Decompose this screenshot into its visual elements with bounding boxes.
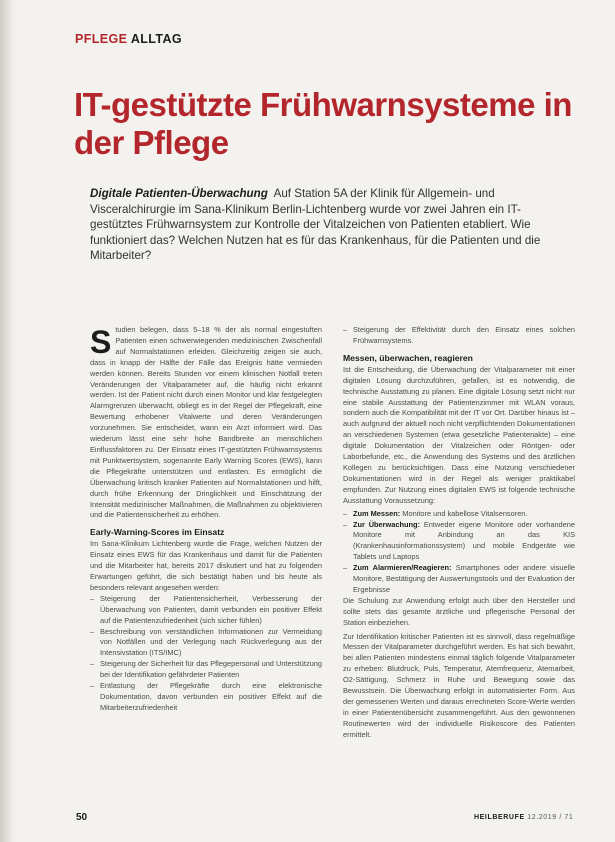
- training-paragraph: Die Schulung zur Anwendung erfolgt auch über den Hersteller und sollte stets das gesamte ärztliche und pflegerische Personal der Station einbeziehen.: [343, 595, 575, 627]
- tech-paragraph: Ist die Entscheidung, die Überwachung der Vitalparameter mit einer digitalen Lösung durchzuführen, gefallen, ist es notwendig, die technische Ausstattung zu planen. Eine digitale Lösung setzt nicht nur eine stabile Ausstattung der Patientenzimmer mit WLAN voraus, sondern auch die Kompatibilität mit der IT vor Ort. Darüber hinaus ist – auch aufgrund der aktuell noch nicht verpflichtenden Dokumentationen an verschiedenen Systemen (etwa gesetzliche Patientenakte) – eine digitale Dokumentation der Vitalzeichen oder Röntgen- oder Laborbefunde, etc., die Anwendung des Systems und des ärztlichen Kollegen zu berücksichtigen. Dass eine Nutzung verschiedener Dokumentationen wird in der Regel als weniger praktikabel empfunden. Zur Nutzung eines digitalen EWS ist folgende technische Ausstattung Voraussetzung:: [343, 364, 575, 505]
- item-label: Zur Überwachung:: [353, 519, 421, 529]
- drop-cap: S: [90, 324, 112, 360]
- list-item: [343, 509, 575, 520]
- list-item: – Entlastung der Pflegekräfte durch eine elektronische Dokumentation, davon verbunden ein positiver Effekt auf die Mitarbeiterzufriedenheit: [90, 681, 322, 714]
- item-text: Entweder eigene Monitore oder vorhandene Monitore mit Anbindung an das KIS (Krankenhausinformationssystem) und mobile Endgeräte wie Tablets und Laptops: [353, 519, 575, 562]
- expectations-list: [90, 594, 322, 714]
- left-column: [90, 325, 322, 714]
- issue-info: 12.2019 / 71: [527, 814, 574, 821]
- item-label: Zum Messen:: [353, 508, 401, 518]
- article-lead: [90, 186, 570, 264]
- identification-paragraph: Zur Identifikation kritischer Patienten ist es sinnvoll, dass regelmäßige Messen der Vitalparameter durchgeführt werden. Es hat sich bewährt, bei allen Patienten mindestens einmal täglich folgende Vitalparameter zu erheben: Blutdruck, Puls, Temperatur, Atemfrequenz, Atemarbeit, O2-Sättigung, Schmerz in Ruhe und Bewegung sowie das Bewusstsein. Die Überwachung erfolgt in automatisierter Form. Aus der gemessenen Werten und daraus errechneten Score-Werte werden in einer Patientenübersicht zusammengeführt. Aus den gewonnenen Routinewerten wird der individuelle Risikoscore des Patienten ermittelt.: [343, 631, 575, 739]
- item-label: Zum Alarmieren/Reagieren:: [353, 563, 452, 573]
- item-text: Smartphones oder andere visuelle Monitore, Bestätigung der Auswertungstools und der Evaluation der Ergebnisse: [353, 563, 575, 594]
- rubric-part-1: PFLEGE: [75, 32, 128, 46]
- magazine-name: HEILBERUFE: [474, 814, 525, 821]
- lead-text: Auf Station 5A der Klinik für Allgemein- und Visceralchirurgie im Sana-Klinikum Berlin-Lichtenberg wurde vor zwei Jahren ein IT-gestütztes Frühwarnsystem zur Kontrolle der Vitalzeichen von Patienten etabliert. Wie funktioniert das? Welchen Nutzen hat es für das Krankenhaus, für die Patienten und die Mitarbeiter?: [90, 187, 541, 263]
- section-paragraph: Im Sana-Klinikum Lichtenberg wurde die Frage, welchen Nutzen der Einsatz eines EWS für das Krankenhaus und damit für die Patienten und die Mitarbeiter hat, bereits 2017 diskutiert und hat zu folgenden Erwartungen geführt, die sich bestätigt haben und bis heute als besonders relevant angesehen werden:: [90, 539, 322, 592]
- subheading-messen: Messen, überwachen, reagieren: [343, 352, 473, 363]
- intro-text: tudien belegen, dass 5–18 % der als normal eingestuften Patienten einen schwerwiegenden medizinischen Zwischenfall auf Normalstationen erleiden. Gleichzeitig zeigen sie auch, dass in knapp der Hälfte der Fälle das Ereignis hätte vermieden werden können. Bereits Stunden vor einem klinischen Notfall treten Veränderungen der Vitalparameter auf, die häufig nicht erkannt werden. Ist der Patient nicht durch einen Monitor und klar festgelegten Alarmgrenzen überwacht, obliegt es in der Regel der Pflegekraft, eine Bewertung erhobener Vitalwerte und deren Veränderungen vorzunehmen. Sie entscheidet, wann ein Arzt informiert wird. Das wiederum lässt eine sehr hohe Bandbreite an menschlichen Einflussfaktoren zu. Der Einsatz eines IT-gestützten Frühwarnsystems mit Punktwertsystem, sogenannte Early Warning Scores (EWS), kann die Pflegekräfte unterstützen und entlasten. Es ermöglicht die Überwachung kritisch kranker Patienten auf Normalstationen und hilft, durch frühe Erkennung der Dringlichkeit und Einschätzung der Intensität medizinischer Maßnahmen, die Maßnahmen zu objektivieren und die Patientensicherheit zu erhöhen.: [90, 325, 322, 520]
- continued-list: [343, 325, 575, 347]
- list-item: – Steigerung der Sicherheit für das Pflegepersonal und Unterstützung bei der Identifikation gefährdeter Patienten: [90, 659, 322, 681]
- list-item: [343, 563, 575, 596]
- list-item: [343, 520, 575, 564]
- item-text: Monitore und kabellose Vitalsensoren.: [402, 508, 528, 518]
- right-column: [343, 325, 575, 741]
- rubric-part-2: ALLTAG: [130, 32, 183, 46]
- list-item: – Steigerung der Effektivität durch den Einsatz eines solchen Frühwarnsystems.: [343, 325, 575, 347]
- intro-paragraph: [90, 325, 322, 521]
- article-title: IT-gestützte Frühwarnsysteme in der Pflege: [74, 86, 572, 161]
- lead-kicker: Digitale Patienten-Überwachung: [90, 187, 268, 200]
- list-item: – Beschreibung von verständlichen Informationen zur Vermeidung von Notfällen und der Verlegung nach Rückverlegung aus der Intensivstation (ITS/IMC): [90, 627, 322, 660]
- footer-magazine: [474, 814, 573, 821]
- page-gutter-shadow: [0, 0, 14, 842]
- section-rubric: [75, 32, 182, 46]
- equipment-list: [343, 509, 575, 596]
- subheading-ews: Early-Warning-Scores im Einsatz: [90, 527, 225, 538]
- page-number: 50: [76, 812, 88, 823]
- list-item: – Steigerung der Patientensicherheit, Verbesserung der Überwachung von Patienten, damit verbunden ein positiver Effekt auf die Patientenzufriedenheit (sich sicher fühlen): [90, 594, 322, 627]
